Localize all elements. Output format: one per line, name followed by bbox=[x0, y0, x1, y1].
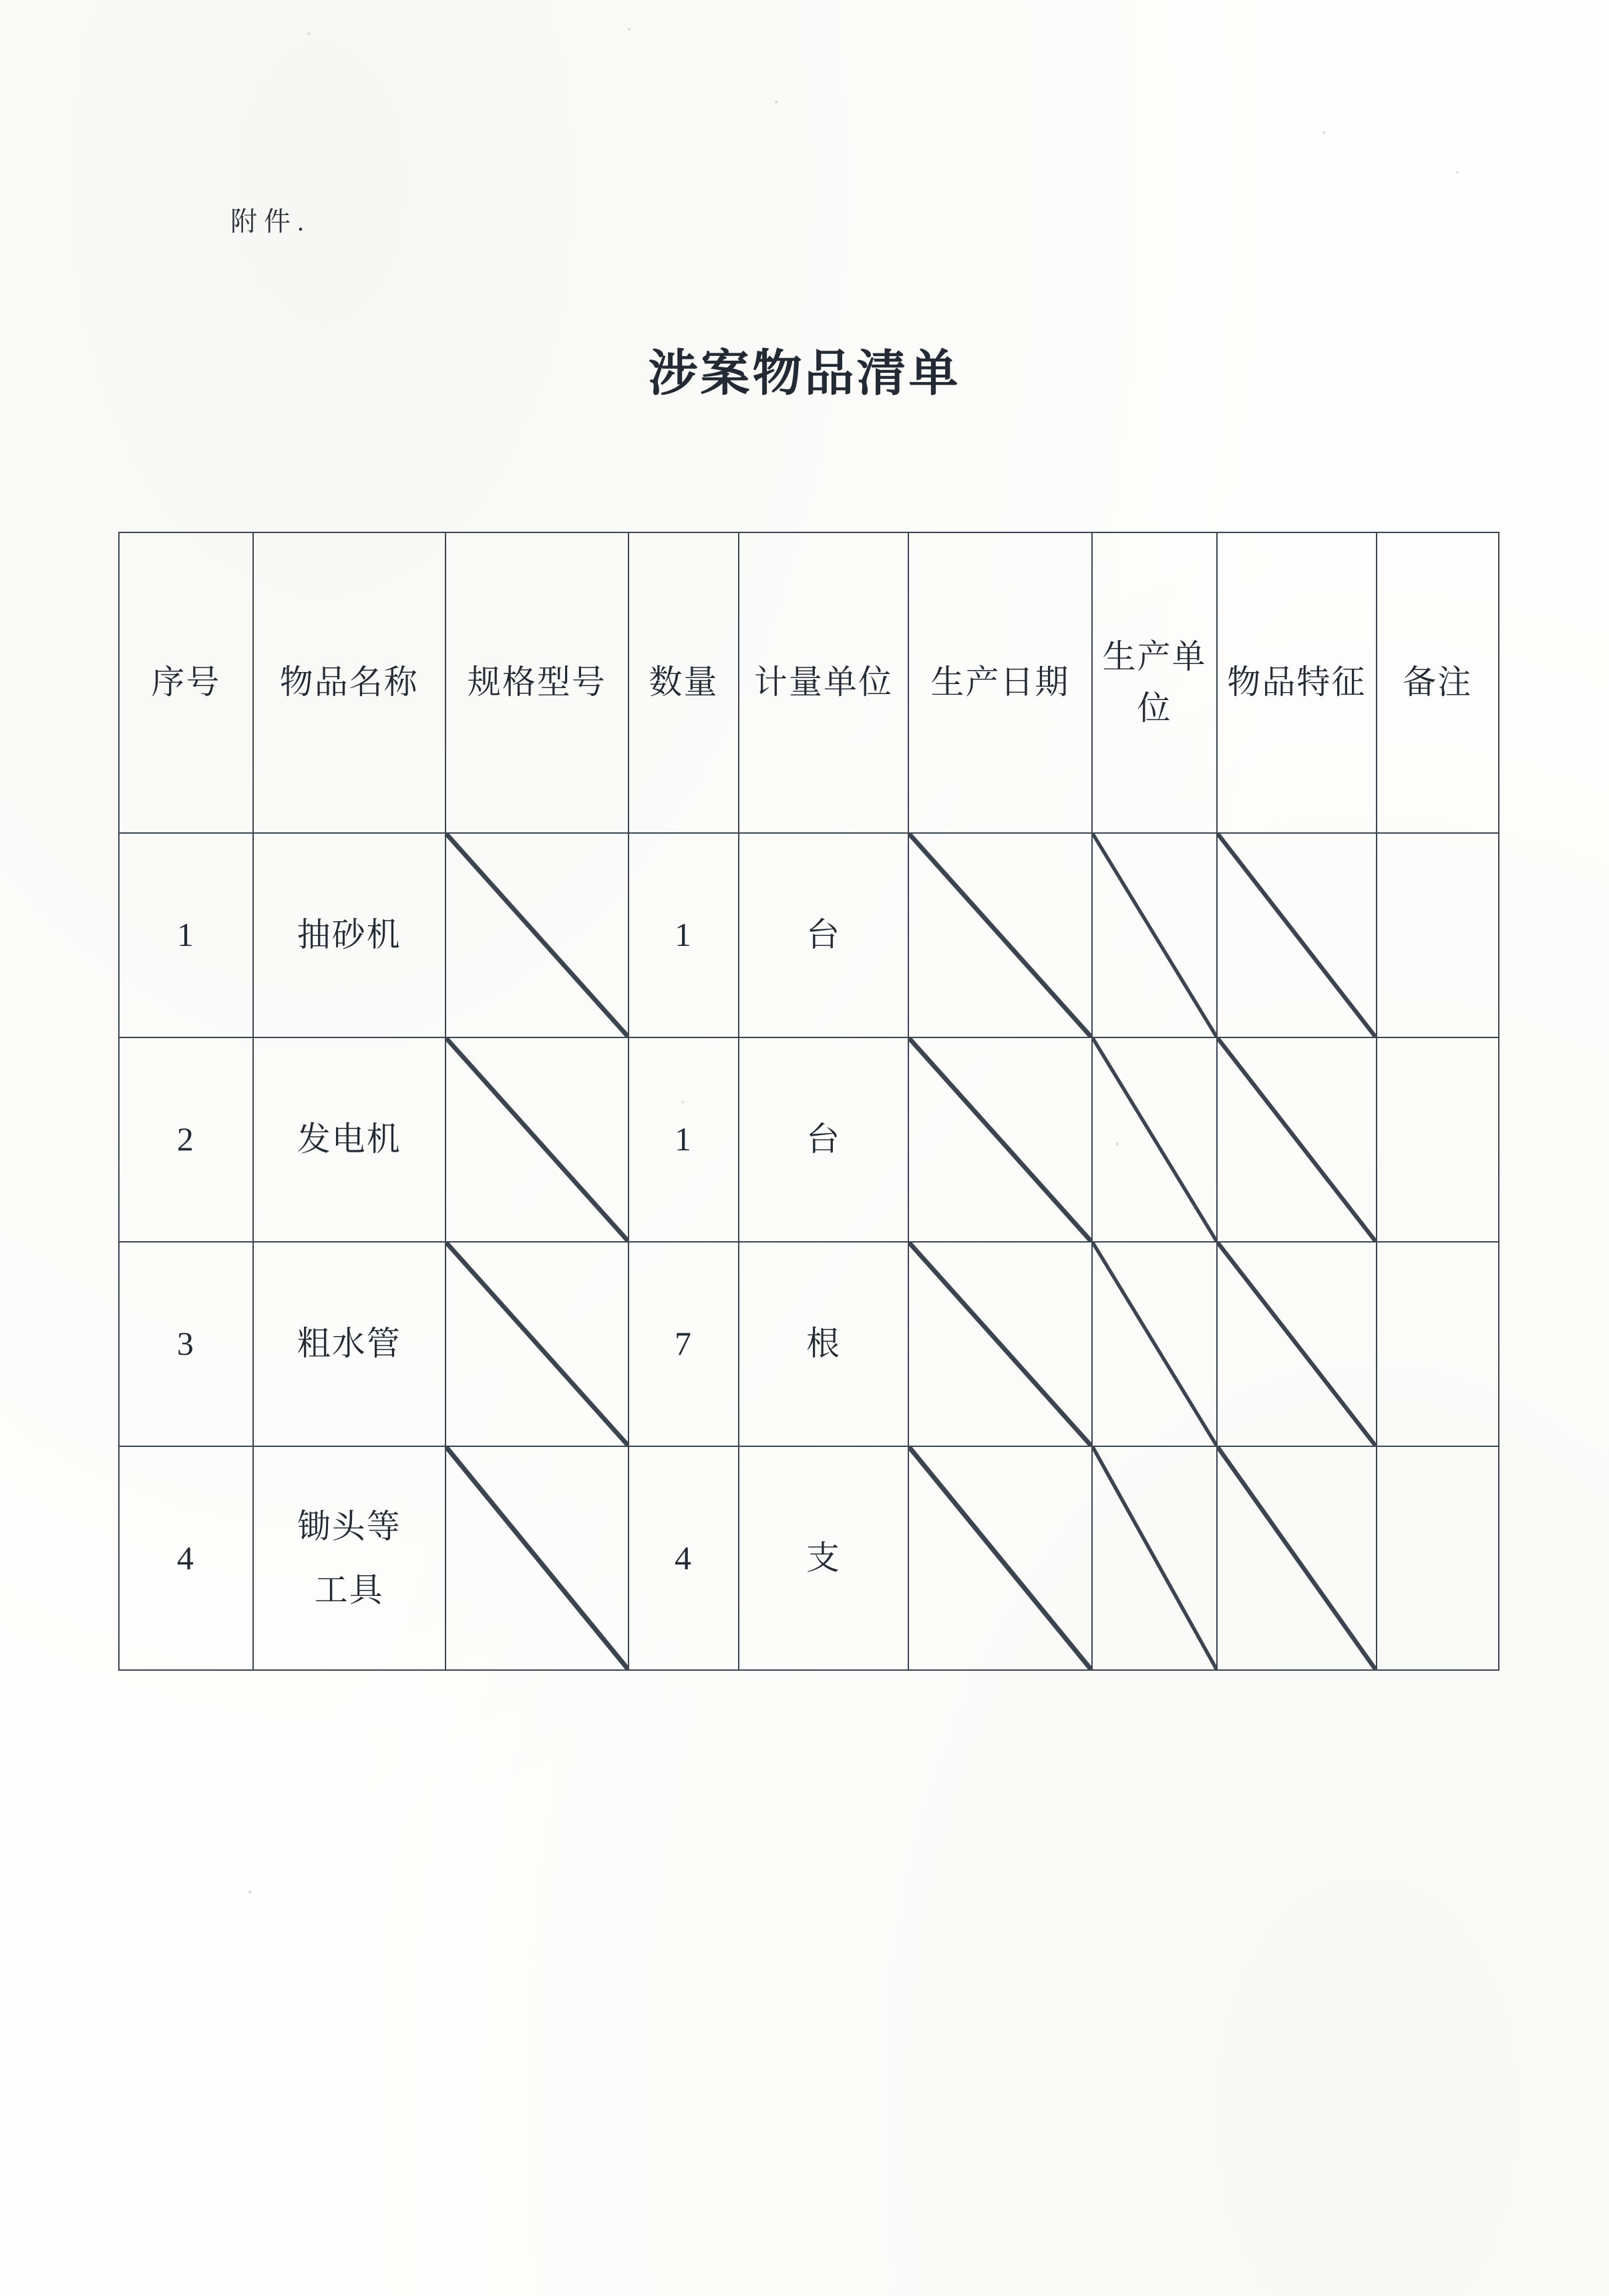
column-header-specification: 规格型号 bbox=[445, 532, 629, 833]
cell-quantity: 1 bbox=[629, 1037, 739, 1242]
cell-production-unit bbox=[1092, 833, 1217, 1037]
strikethrough-diagonal-icon bbox=[909, 1038, 1091, 1241]
cell-item-features bbox=[1217, 1446, 1376, 1670]
cell-unit: 台 bbox=[739, 833, 908, 1037]
cell-item-features bbox=[1217, 1242, 1376, 1446]
strikethrough-diagonal-icon bbox=[1093, 834, 1216, 1037]
strikethrough-diagonal-icon bbox=[446, 1243, 628, 1446]
cell-remarks bbox=[1377, 1037, 1499, 1242]
strikethrough-diagonal-icon bbox=[1218, 1447, 1375, 1669]
strikethrough-diagonal-icon bbox=[1093, 1038, 1216, 1241]
cell-sequence: 2 bbox=[119, 1037, 253, 1242]
cell-production-date bbox=[908, 1446, 1091, 1670]
column-header-sequence: 序号 bbox=[119, 532, 253, 833]
cell-unit: 根 bbox=[739, 1242, 908, 1446]
strikethrough-diagonal-icon bbox=[909, 834, 1091, 1037]
cell-unit: 支 bbox=[739, 1446, 908, 1670]
strikethrough-diagonal-icon bbox=[446, 1038, 628, 1241]
strikethrough-diagonal-icon bbox=[446, 1447, 628, 1669]
strikethrough-diagonal-icon bbox=[1218, 834, 1375, 1037]
items-table-container bbox=[118, 532, 1499, 1650]
cell-remarks bbox=[1377, 833, 1499, 1037]
scan-speckle bbox=[248, 1891, 252, 1894]
column-header-item-name: 物品名称 bbox=[253, 532, 445, 833]
cell-quantity: 1 bbox=[629, 833, 739, 1037]
column-header-remarks: 备注 bbox=[1377, 532, 1499, 833]
scan-speckle bbox=[307, 32, 311, 35]
attachment-label: 附件. bbox=[230, 206, 311, 236]
cell-production-date bbox=[908, 1037, 1091, 1242]
table-row bbox=[119, 1037, 1499, 1242]
scan-speckle bbox=[628, 28, 631, 31]
seized-items-table bbox=[118, 532, 1499, 1671]
strikethrough-diagonal-icon bbox=[909, 1447, 1091, 1669]
cell-item-name-line2: 工具 bbox=[314, 1571, 384, 1609]
cell-item-name bbox=[253, 1446, 445, 1670]
column-header-quantity: 数量 bbox=[629, 532, 739, 833]
column-header-production-date: 生产日期 bbox=[908, 532, 1091, 833]
cell-item-features bbox=[1217, 1037, 1376, 1242]
strikethrough-diagonal-icon bbox=[1218, 1038, 1375, 1241]
cell-production-date bbox=[908, 833, 1091, 1037]
cell-specification bbox=[445, 1446, 629, 1670]
cell-production-unit bbox=[1092, 1242, 1217, 1446]
cell-item-name-line1: 锄头等 bbox=[297, 1507, 401, 1545]
scan-speckle bbox=[775, 100, 778, 104]
scan-speckle bbox=[1322, 131, 1326, 134]
table-header-row bbox=[119, 532, 1499, 833]
cell-specification bbox=[445, 1242, 629, 1446]
strikethrough-diagonal-icon bbox=[1218, 1243, 1375, 1446]
cell-production-date bbox=[908, 1242, 1091, 1446]
cell-remarks bbox=[1377, 1446, 1499, 1670]
cell-item-name: 抽砂机 bbox=[253, 833, 445, 1037]
cell-production-unit bbox=[1092, 1037, 1217, 1242]
strikethrough-diagonal-icon bbox=[1093, 1243, 1216, 1446]
cell-specification bbox=[445, 1037, 629, 1242]
cell-quantity: 4 bbox=[629, 1446, 739, 1670]
cell-specification bbox=[445, 833, 629, 1037]
column-header-production-unit: 生产单位 bbox=[1092, 532, 1217, 833]
table-row bbox=[119, 833, 1499, 1037]
strikethrough-diagonal-icon bbox=[446, 834, 628, 1037]
cell-quantity: 7 bbox=[629, 1242, 739, 1446]
strikethrough-diagonal-icon bbox=[909, 1243, 1091, 1446]
cell-sequence: 4 bbox=[119, 1446, 253, 1670]
scan-speckle bbox=[1456, 171, 1459, 174]
strikethrough-diagonal-icon bbox=[1093, 1447, 1216, 1669]
column-header-unit: 计量单位 bbox=[739, 532, 908, 833]
cell-item-features bbox=[1217, 833, 1376, 1037]
table-row bbox=[119, 1242, 1499, 1446]
cell-unit: 台 bbox=[739, 1037, 908, 1242]
cell-production-unit bbox=[1092, 1446, 1217, 1670]
cell-sequence: 1 bbox=[119, 833, 253, 1037]
cell-item-name: 粗水管 bbox=[253, 1242, 445, 1446]
column-header-item-features: 物品特征 bbox=[1217, 532, 1376, 833]
cell-sequence: 3 bbox=[119, 1242, 253, 1446]
cell-remarks bbox=[1377, 1242, 1499, 1446]
page-title: 涉案物品清单 bbox=[648, 345, 961, 402]
cell-item-name: 发电机 bbox=[253, 1037, 445, 1242]
table-row bbox=[119, 1446, 1499, 1670]
